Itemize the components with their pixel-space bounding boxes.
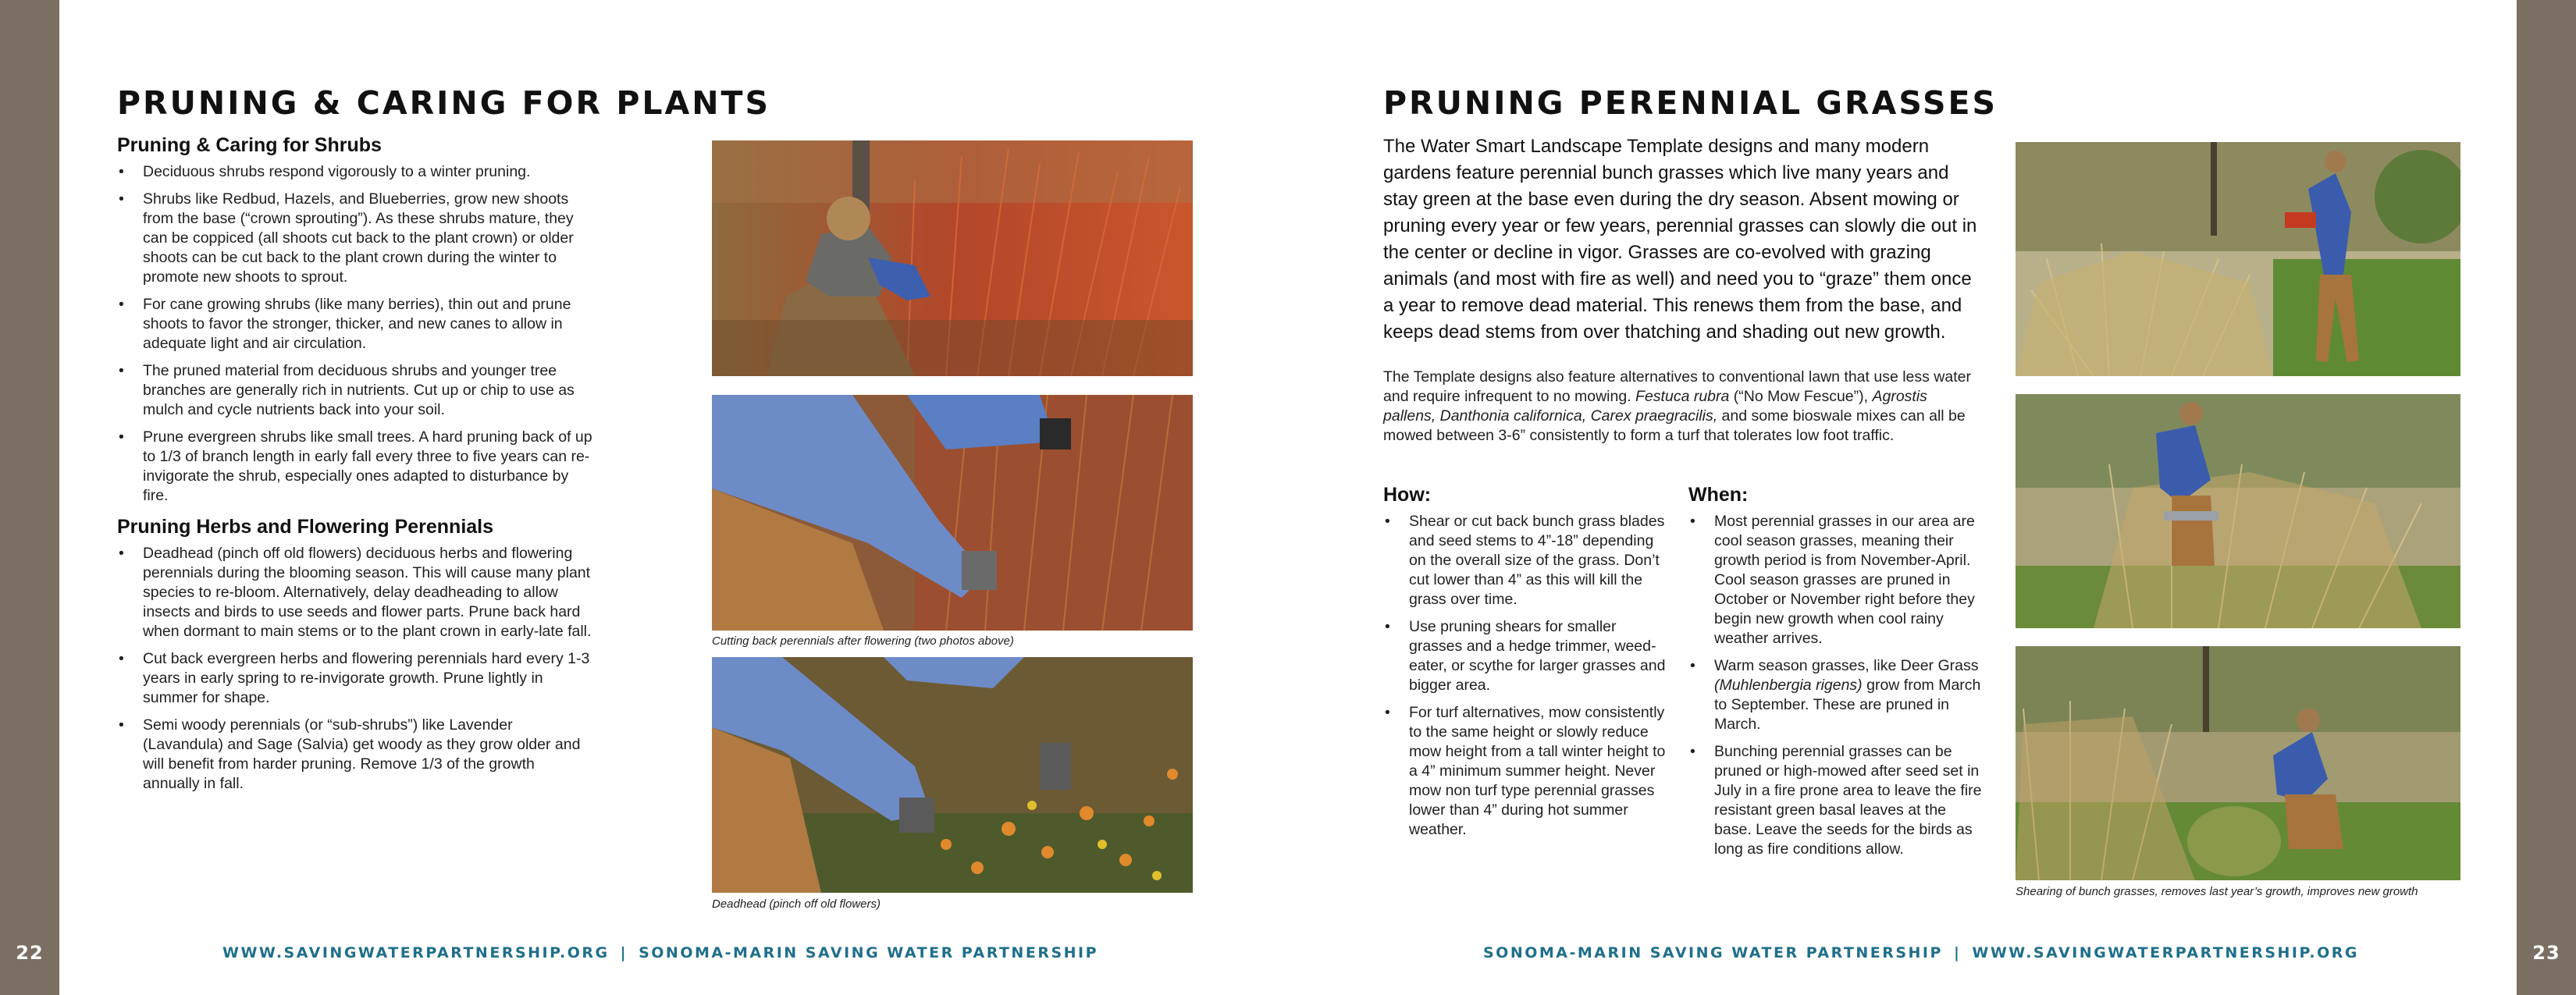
page-number-right: 23 bbox=[2532, 942, 2560, 964]
shrubs-bullet-list bbox=[117, 162, 593, 513]
photo-hedge-trimmer-grass bbox=[2016, 394, 2460, 628]
when-bullet-list bbox=[1688, 512, 1985, 867]
list-item: • Shear or cut back bunch grass blades and seed stems to 4”-18” depending on the overall size of the grass. Don’t cut lower than 4” as this will kill the grass over time. bbox=[1385, 513, 1665, 608]
list-item: • Most perennial grasses in our area are cool season grasses, meaning their growth period is from November-April. Cool season grasses are pruned in October or November right before they begin new growth when cool rainy weather arrives. bbox=[1690, 513, 1975, 647]
list-item: • Deadhead (pinch off old flowers) deciduous herbs and flowering perennials during the blooming season. This will cause many plant species to re-bloom. Alternatively, delay deadheading to allow insects and birds to use seeds and flower parts. Prune back hard when dormant to main stems or to the plant crown in early-late fall. bbox=[119, 545, 592, 640]
list-item: • Use pruning shears for smaller grasses and a hedge trimmer, weed-eater, or scythe for larger grasses and bigger area. bbox=[1385, 618, 1666, 694]
right-footer bbox=[1483, 944, 2359, 961]
caption-shearing-grass: Shearing of bunch grasses, removes last year’s growth, improves new growth bbox=[2016, 885, 2418, 898]
list-item: • The pruned material from deciduous shrubs and younger tree branches are generally rich in nutrients. Cut up or chip to use as mulch and cycle nutrients back into your soil. bbox=[119, 362, 575, 418]
left-page-title: PRUNING & CARING FOR PLANTS bbox=[117, 84, 771, 122]
how-bullet-list bbox=[1383, 512, 1672, 848]
caption-cutting-perennials: Cutting back perennials after flowering (two photos above) bbox=[712, 634, 1014, 648]
photo-deadhead bbox=[712, 657, 1193, 893]
footer-website-link[interactable]: WWW.SAVINGWATERPARTNERSHIP.ORG bbox=[222, 944, 610, 961]
how-heading: How: bbox=[1383, 484, 1432, 506]
photo-shearing-grass bbox=[2016, 646, 2460, 880]
page-number-left: 22 bbox=[16, 942, 44, 964]
list-item: • For turf alternatives, mow consistently to the same height or slowly reduce mow height from a tall winter height to a 4” minimum summer height. Never mow non turf type perennial grasses lower than 4” during hot summer weather. bbox=[1385, 704, 1666, 838]
shrubs-heading: Pruning & Caring for Shrubs bbox=[117, 134, 382, 156]
list-item: • Deciduous shrubs respond vigorously to a winter pruning. bbox=[119, 163, 531, 180]
when-heading: When: bbox=[1688, 484, 1749, 506]
footer-org-name: SONOMA-MARIN SAVING WATER PARTNERSHIP bbox=[639, 944, 1099, 961]
photo-pruning-shrub bbox=[712, 140, 1193, 376]
herbs-bullet-list bbox=[117, 544, 593, 801]
list-item: • For cane growing shrubs (like many berries), thin out and prune shoots to favor the stronger, thicker, and new canes to allow in adequate light and air circulation. bbox=[119, 296, 571, 352]
list-item: • Warm season grasses, like Deer Grass (Muhlenbergia rigens) grow from March to September. These are pruned in March. bbox=[1690, 657, 1981, 733]
right-page-title: PRUNING PERENNIAL GRASSES bbox=[1383, 84, 1998, 122]
list-item: • Bunching perennial grasses can be pruned or high-mowed after seed set in July in a fire prone area to leave the fire resistant green basal leaves at the base. Leave the seeds for the birds as long as fire conditions allow. bbox=[1690, 743, 1982, 858]
photo-cutting-perennials bbox=[712, 395, 1193, 631]
footer-website-link[interactable]: WWW.SAVINGWATERPARTNERSHIP.ORG bbox=[1972, 944, 2360, 961]
herbs-heading: Pruning Herbs and Flowering Perennials bbox=[117, 516, 494, 538]
left-margin-strip bbox=[0, 0, 59, 995]
footer-separator: | bbox=[620, 944, 628, 961]
right-margin-strip bbox=[2517, 0, 2576, 995]
list-item: • Shrubs like Redbud, Hazels, and Blueberries, grow new shoots from the base (“crown sprouting”). As these shrubs mature, they can be coppiced (all shoots cut back to the plant crown) or older shoots can be cut back to the plant crown during the winter to promote new shoots to sprout. bbox=[119, 190, 574, 286]
list-item: • Semi woody perennials (or “sub-shrubs”) like Lavender (Lavandula) and Sage (Salvia) get woody as they grow older and will benefit from harder pruning. Remove 1/3 of the growth annually in fall. bbox=[119, 716, 581, 792]
list-item: • Prune evergreen shrubs like small trees. A hard pruning back of up to 1/3 of branch length in early fall every three to five years can re-invigorate the shrub, especially ones adapted to disturbance by fire. bbox=[119, 428, 592, 504]
footer-separator: | bbox=[1953, 944, 1962, 961]
photo-trimming-grass bbox=[2016, 142, 2460, 376]
intro-paragraph: The Water Smart Landscape Template designs and many modern gardens feature perennial bunch grasses which live many years and stay green at the base even during the dry season. Absent mowing or pruning every year or few years, perennial grasses can slowly die out in the center or decline in vigor. Grasses are co-evolved with grazing animals (and most with fire as well) and need you to “graze” them once a year to remove dead material. This renews them from the base, and keeps dead stems from over thatching and shading out new growth. bbox=[1383, 136, 1977, 343]
list-item: • Cut back evergreen herbs and flowering perennials hard every 1-3 years in early spring to re-invigorate growth. Prune lightly in summer for shape. bbox=[119, 650, 590, 706]
lawn-alternatives-paragraph: The Template designs also feature alternatives to conventional lawn that use less water and require infrequent to no mowing. Festuca rubra (“No Mow Fescue”), Agrostis pallens, Danthonia californica, Carex praegracilis, and some bioswale mixes can all be mowed between 3-6” consistently to form a turf that tolerates low foot traffic. bbox=[1383, 368, 1971, 444]
left-footer bbox=[222, 944, 1098, 961]
caption-deadhead: Deadhead (pinch off old flowers) bbox=[712, 897, 881, 911]
footer-org-name: SONOMA-MARIN SAVING WATER PARTNERSHIP bbox=[1483, 944, 1943, 961]
